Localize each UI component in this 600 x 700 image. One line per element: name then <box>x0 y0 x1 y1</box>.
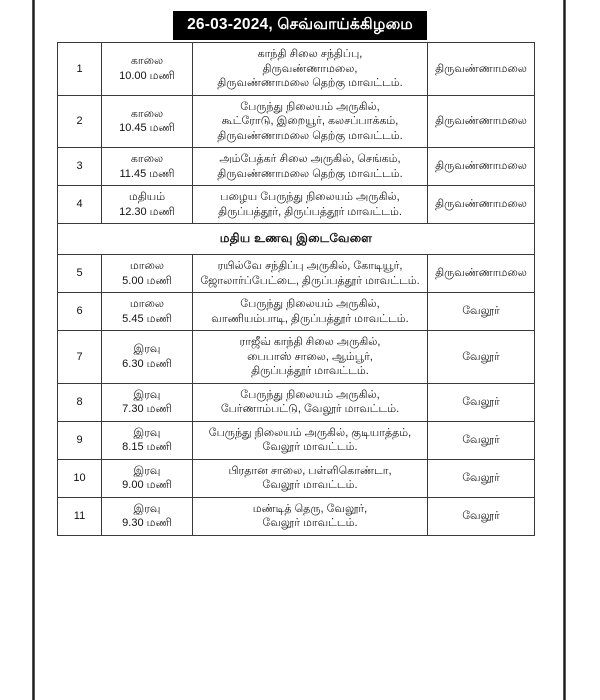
time-clock-label: 8.15 மணி <box>122 441 172 454</box>
place-line: வேலூர் மாவட்டம். <box>262 517 358 530</box>
row-serial-number: 2 <box>58 95 102 148</box>
row-place <box>193 459 428 497</box>
row-serial-number: 8 <box>58 383 102 421</box>
place-line: ரயில்வே சந்திப்பு அருகில், கோடியூர், <box>217 259 403 272</box>
row-serial-number: 5 <box>58 254 102 292</box>
title-banner-container <box>0 11 600 40</box>
schedule-table <box>57 42 535 536</box>
place-line: ஜோலார்ப்பேட்டை, திருப்பத்தூர் மாவட்டம். <box>200 274 420 287</box>
row-time <box>102 254 193 292</box>
place-line: மண்டித் தெரு, வேலூர், <box>252 502 368 515</box>
row-district: வேலூர் <box>428 459 535 497</box>
time-clock-label: 10.45 மணி <box>119 122 175 135</box>
place-line: வாணியம்பாடி, திருப்பத்தூர் மாவட்டம். <box>211 312 409 325</box>
table-row <box>58 459 535 497</box>
row-place <box>193 148 428 186</box>
row-time <box>102 186 193 224</box>
row-place <box>193 293 428 331</box>
table-row <box>58 497 535 535</box>
place-line: ராஜீவ் காந்தி சிலை அருகில், <box>239 336 381 349</box>
place-line: பேருந்து நிலையம் அருகில், <box>240 388 380 401</box>
place-line: பேருந்து நிலையம் அருகில், குடியாத்தம், <box>208 426 412 439</box>
row-district: வேலூர் <box>428 421 535 459</box>
time-period-label: இரவு <box>133 502 161 515</box>
place-line: காந்தி சிலை சந்திப்பு, <box>257 48 363 60</box>
row-place <box>193 383 428 421</box>
place-line: வேலூர் மாவட்டம். <box>262 441 358 454</box>
place-line: திருப்பத்தூர், திருப்பத்தூர் மாவட்டம். <box>218 205 402 218</box>
row-place <box>193 254 428 292</box>
row-place <box>193 95 428 148</box>
time-period-label: காலை <box>130 107 164 120</box>
row-time <box>102 95 193 148</box>
lunch-break-row <box>58 224 535 255</box>
place-line: திருவண்ணாமலை, <box>262 62 358 75</box>
row-time <box>102 148 193 186</box>
place-line: பிரதான சாலை, பள்ளிகொண்டா, <box>228 464 392 477</box>
time-period-label: இரவு <box>133 388 161 401</box>
place-line: திருவண்ணாமலை தெற்கு மாவட்டம். <box>217 77 403 90</box>
table-row <box>58 293 535 331</box>
row-district: வேலூர் <box>428 497 535 535</box>
page-left-rule <box>32 0 35 700</box>
place-line: பேருந்து நிலையம் அருகில், <box>240 298 380 311</box>
page-title: 26-03-2024, செவ்வாய்க்கிழமை <box>173 11 427 40</box>
table-row <box>58 421 535 459</box>
place-line: பைபாஸ் சாலை, ஆம்பூர், <box>247 350 373 363</box>
time-period-label: காலை <box>130 153 164 166</box>
row-time <box>102 43 193 96</box>
table-row <box>58 331 535 384</box>
row-place <box>193 421 428 459</box>
time-clock-label: 12.30 மணி <box>119 205 175 218</box>
row-district: திருவண்ணாமலை <box>428 43 535 96</box>
row-serial-number: 6 <box>58 293 102 331</box>
time-clock-label: 11.45 மணி <box>119 167 175 180</box>
row-time <box>102 459 193 497</box>
table-row <box>58 254 535 292</box>
place-line: திருவண்ணாமலை தெற்கு மாவட்டம். <box>217 167 403 180</box>
row-place <box>193 497 428 535</box>
row-district: வேலூர் <box>428 383 535 421</box>
row-serial-number: 11 <box>58 497 102 535</box>
row-district: திருவண்ணாமலை <box>428 95 535 148</box>
place-line: வேலூர் மாவட்டம். <box>262 479 358 492</box>
row-time <box>102 293 193 331</box>
place-line: பழைய பேருந்து நிலையம் அருகில், <box>220 191 400 204</box>
row-serial-number: 4 <box>58 186 102 224</box>
time-period-label: மதியம் <box>128 191 166 204</box>
row-time <box>102 497 193 535</box>
table-row <box>58 148 535 186</box>
row-time <box>102 383 193 421</box>
time-period-label: மாலை <box>129 259 165 272</box>
time-clock-label: 9.00 மணி <box>122 479 172 492</box>
row-district: வேலூர் <box>428 331 535 384</box>
row-district: திருவண்ணாமலை <box>428 254 535 292</box>
table-row <box>58 186 535 224</box>
place-line: திருப்பத்தூர் மாவட்டம். <box>251 365 369 378</box>
row-serial-number: 1 <box>58 43 102 96</box>
page-right-rule <box>563 0 566 700</box>
row-time <box>102 331 193 384</box>
row-district: வேலூர் <box>428 293 535 331</box>
time-clock-label: 10.00 மணி <box>119 69 175 82</box>
row-place <box>193 331 428 384</box>
row-time <box>102 421 193 459</box>
table-row <box>58 383 535 421</box>
time-clock-label: 9.30 மணி <box>122 517 172 530</box>
table-row <box>58 43 535 96</box>
row-serial-number: 10 <box>58 459 102 497</box>
time-period-label: காலை <box>130 55 164 68</box>
time-clock-label: 5.00 மணி <box>122 274 172 287</box>
row-district: திருவண்ணாமலை <box>428 186 535 224</box>
row-serial-number: 9 <box>58 421 102 459</box>
time-period-label: இரவு <box>133 464 161 477</box>
place-line: பேர்ணாம்பட்டு, வேலூர் மாவட்டம். <box>220 403 400 416</box>
row-serial-number: 3 <box>58 148 102 186</box>
place-line: அம்பேத்கர் சிலை அருகில், செங்கம், <box>219 153 401 166</box>
time-clock-label: 6.30 மணி <box>122 357 172 370</box>
time-clock-label: 7.30 மணி <box>122 403 172 416</box>
time-period-label: இரவு <box>133 343 161 356</box>
row-place <box>193 186 428 224</box>
table-row <box>58 95 535 148</box>
schedule-table-body <box>58 43 535 536</box>
row-place <box>193 43 428 96</box>
place-line: திருவண்ணாமலை தெற்கு மாவட்டம். <box>217 129 403 142</box>
time-period-label: மாலை <box>129 298 165 311</box>
time-period-label: இரவு <box>133 426 161 439</box>
lunch-break-label: மதிய உணவு இடைவேளை <box>58 224 535 255</box>
place-line: கூட்ரோடு, இறையூர், கலசப்பாக்கம், <box>221 115 399 128</box>
row-serial-number: 7 <box>58 331 102 384</box>
row-district: திருவண்ணாமலை <box>428 148 535 186</box>
place-line: பேருந்து நிலையம் அருகில், <box>240 100 380 113</box>
time-clock-label: 5.45 மணி <box>122 312 172 325</box>
